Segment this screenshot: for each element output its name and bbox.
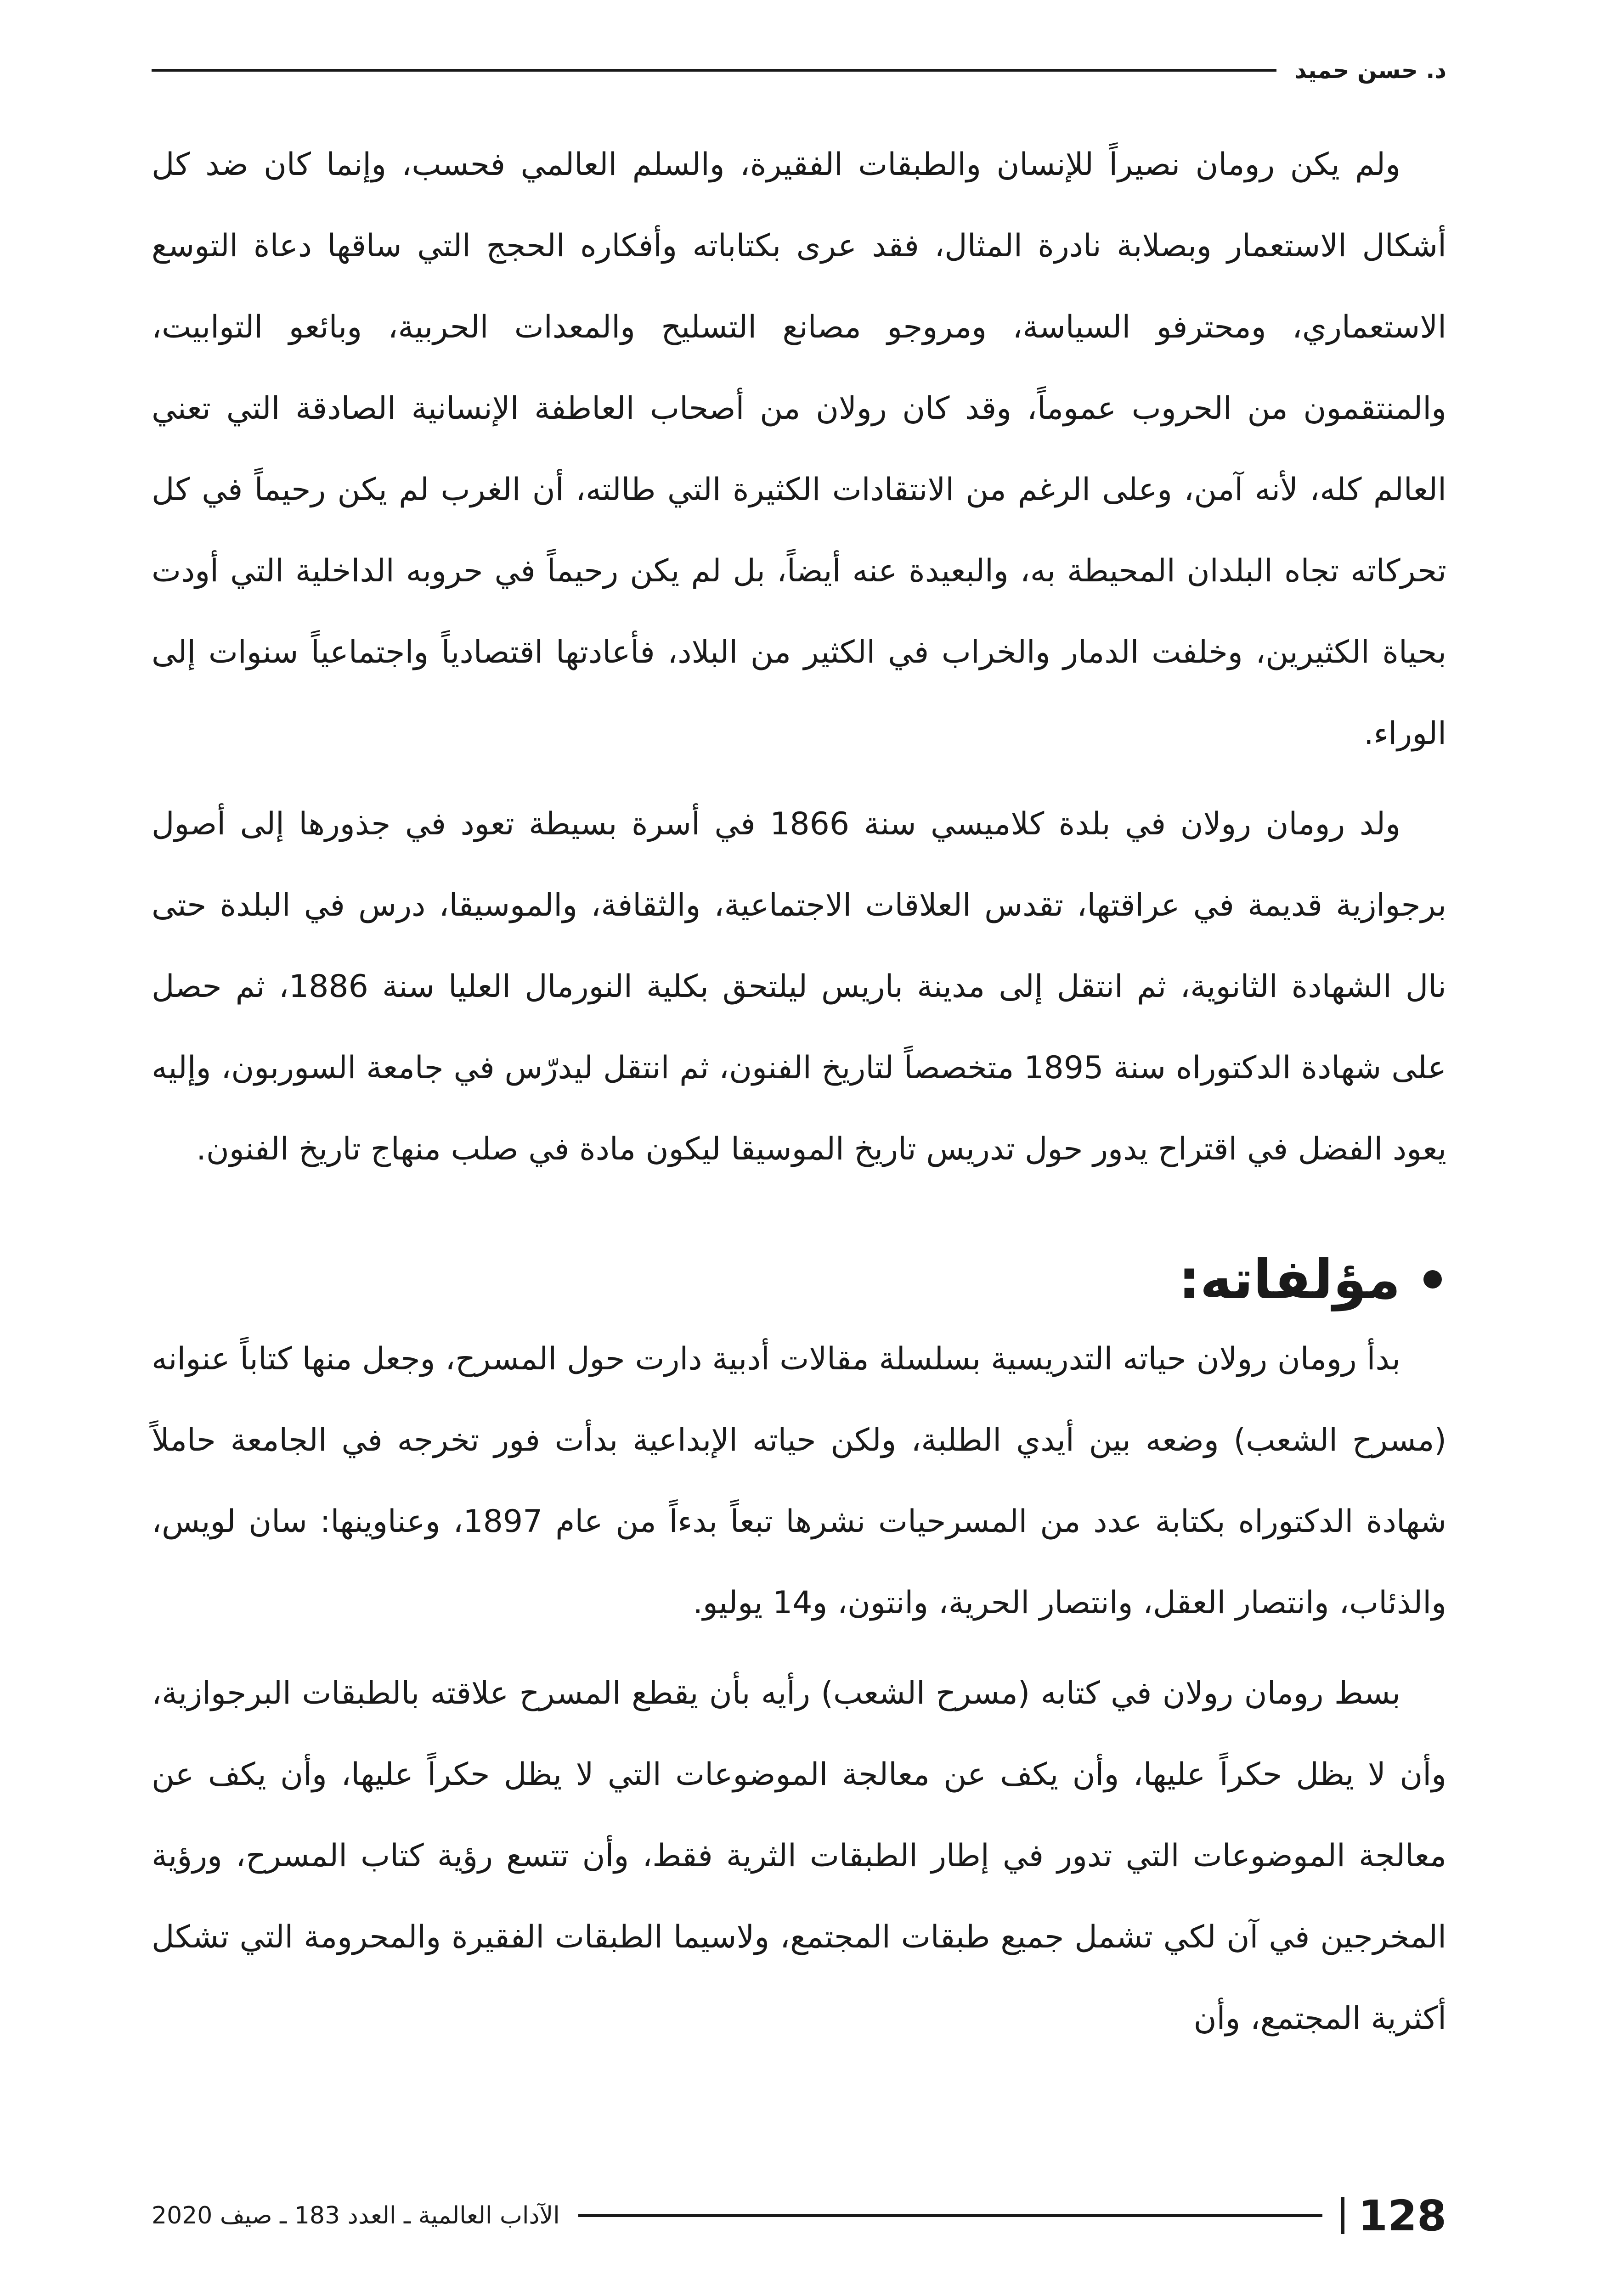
running-header	[152, 54, 1446, 86]
header-rule	[152, 69, 1276, 72]
paragraph-peoples-theatre: بسط رومان رولان في كتابه (مسرح الشعب) رأيه بأن يقطع المسرح علاقته بالطبقات البرجوازية، وأن لا يظل حكراً عليها، وأن يكف عن معالجة الموضوعات التي لا يظل حكراً عليها، وأن يكف عن معالجة الموضوعات التي تدور في إطار الطبقات الثرية فقط، وأن تتسع رؤية كتاب المسرح، ورؤية المخرجين في آن لكي تشمل جميع طبقات المجتمع، ولاسيما الطبقات الفقيرة والمحرومة التي تشكل أكثرية المجتمع، وأن	[152, 1675, 1446, 2037]
running-footer	[152, 2190, 1446, 2241]
journal-issue: الآداب العالمية ـ العدد 183 ـ صيف 2020	[152, 2202, 560, 2229]
author-name: د. حسن حميد	[1294, 57, 1446, 84]
paragraph-colonialism: ولم يكن رومان نصيراً للإنسان والطبقات الفقيرة، والسلم العالمي فحسب، وإنما كان ضد كل أشكال الاستعمار وبصلابة نادرة المثال، فقد عرى بكتاباته وأفكاره الحجج التي ساقها دعاة التوسع الاستعماري، ومحترفو السياسة، ومروجو مصانع التسليح والمعدات الحربية، وبائعو التوابيت، والمنتقمون من الحروب عموماً، وقد كان رولان من أصحاب العاطفة الإنسانية الصادقة التي تعني العالم كله، لأنه آمن، وعلى الرغم من الانتقادات الكثيرة التي طالته، أن الغرب لم يكن رحيماً في كل تحركاته تجاه البلدان المحيطة به، والبعيدة عنه أيضاً، بل لم يكن رحيماً في حروبه الداخلية التي أودت بحياة الكثيرين، وخلفت الدمار والخراب في الكثير من البلاد، فأعادتها اقتصادياً واجتماعياً سنوات إلى الوراء.	[152, 146, 1446, 752]
paragraph-early-works: بدأ رومان رولان حياته التدريسية بسلسلة مقالات أدبية دارت حول المسرح، وجعل منها كتاباً عنوانه (مسرح الشعب) وضعه بين أيدي الطلبة، ولكن حياته الإبداعية بدأت فور تخرجه في الجامعة حاملاً شهادة الدكتوراه بكتابة عدد من المسرحيات نشرها تبعاً بدءاً من عام 1897، وعناوينها: سان لويس، والذئاب، وانتصار العقل، وانتصار الحرية، وانتون، و14 يوليو.	[152, 1341, 1446, 1621]
page-number: 128	[1358, 2191, 1446, 2240]
section-heading	[152, 1240, 1446, 1318]
paragraph-biography: ولد رومان رولان في بلدة كلاميسي سنة 1866 في أسرة بسيطة تعود في جذورها إلى أصول برجوازية قديمة في عراقتها، تقدس العلاقات الاجتماعية، والثقافة، والموسيقا، درس في البلدة حتى نال الشهادة الثانوية، ثم انتقل إلى مدينة باريس ليلتحق بكلية النورمال العليا سنة 1886، ثم حصل على شهادة الدكتوراه سنة 1895 متخصصاً لتاريخ الفنون، ثم انتقل ليدرّس في جامعة السوربون، وإليه يعود الفضل في اقتراح يدور حول تدريس تاريخ الموسيقا ليكون مادة في صلب منهاج تاريخ الفنون.	[152, 806, 1446, 1167]
footer-rule	[578, 2214, 1322, 2217]
footer-divider	[1341, 2197, 1344, 2234]
bullet-icon	[1423, 1270, 1442, 1289]
section-heading-text: مؤلفاته:	[1178, 1248, 1400, 1311]
page-body	[152, 124, 1446, 2068]
